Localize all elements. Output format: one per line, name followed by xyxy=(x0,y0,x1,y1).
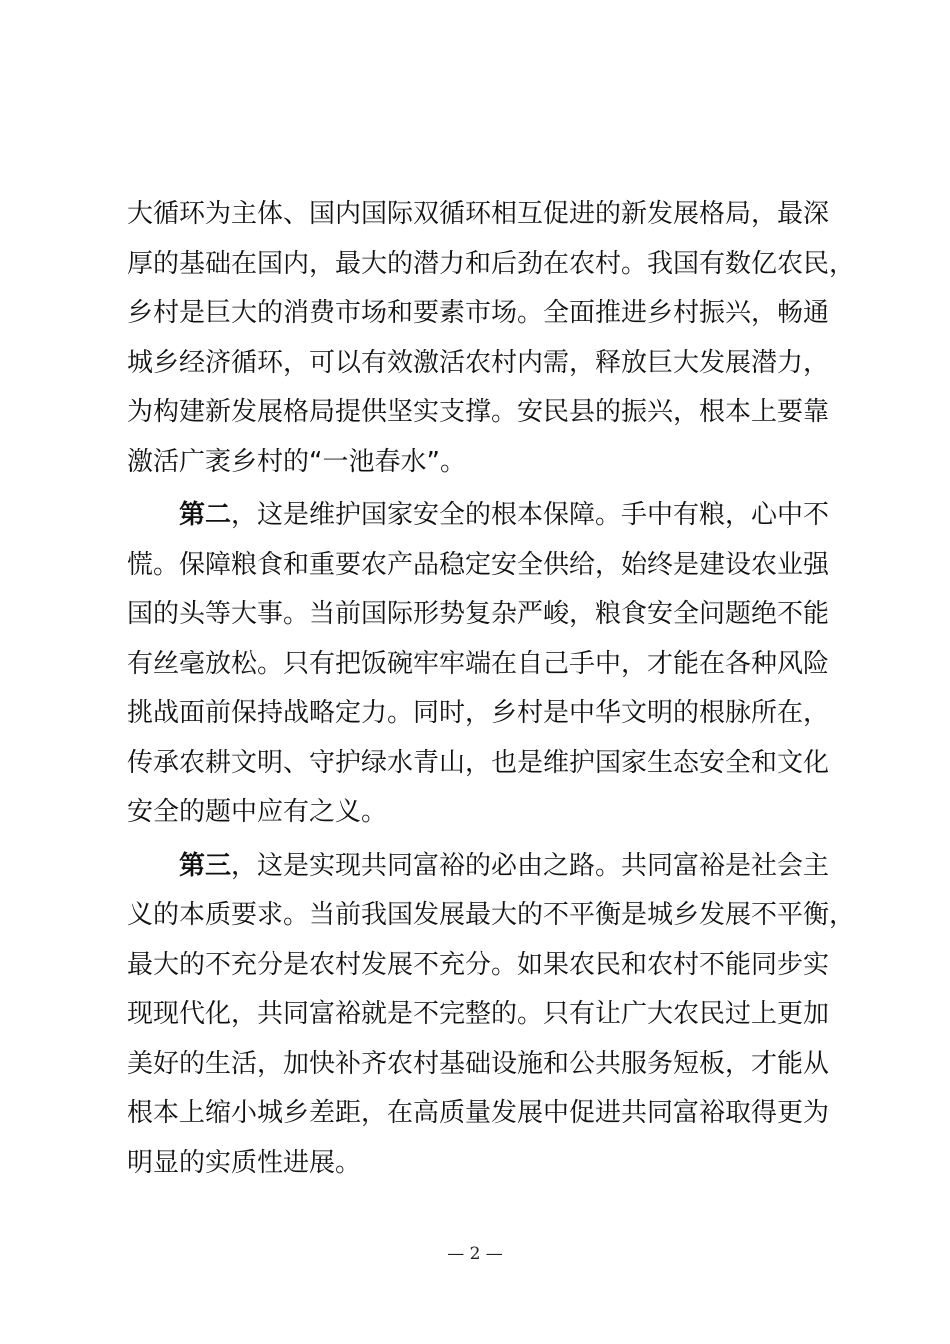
text-line: 明显的实质性进展。 xyxy=(127,1147,362,1178)
text-line: 大循环为主体、国内国际双循环相互促进的新发展格局，最深 xyxy=(127,199,830,229)
text-line: 有丝毫放松。只有把饭碗牢牢端在自己手中，才能在各种风险 xyxy=(127,648,830,679)
paragraph-3 xyxy=(127,842,856,1189)
text-run: ，这是维护国家安全的根本保障。手中有粮，心中不 xyxy=(231,500,830,530)
text-line: 根本上缩小城乡差距，在高质量发展中促进共同富裕取得更为 xyxy=(127,1098,830,1128)
text-line: 现现代化，共同富裕就是不完整的。只有让广大农民过上更加 xyxy=(127,999,830,1029)
document-body xyxy=(127,190,856,1192)
text-line: 乡村是巨大的消费市场和要素市场。全面推进乡村振兴，畅通 xyxy=(127,298,830,328)
text-line: 为构建新发展格局提供坚实支撑。安民县的振兴，根本上要靠 xyxy=(127,397,830,427)
text-line: 义的本质要求。当前我国发展最大的不平衡是城乡发展不平衡， xyxy=(127,900,856,930)
text-run: ，这是实现共同富裕的必由之路。共同富裕是社会主 xyxy=(231,850,830,881)
text-line: 传承农耕文明、守护绿水青山，也是维护国家生态安全和文化 xyxy=(127,747,830,778)
text-line: 安全的题中应有之义。 xyxy=(127,797,388,827)
page-number: — 2 — xyxy=(447,1244,503,1264)
text-line xyxy=(127,842,830,892)
text-line: 城乡经济循环，可以有效激活农村内需，释放巨大发展潜力， xyxy=(127,347,830,378)
text-line: 挑战面前保持战略定力。同时，乡村是中华文明的根脉所在， xyxy=(127,698,830,728)
text-line: 国的头等大事。当前国际形势复杂严峻，粮食安全问题绝不能 xyxy=(127,599,830,629)
text-line: 慌。保障粮食和重要农产品稳定安全供给，始终是建设农业强 xyxy=(127,549,830,580)
paragraph-lead: 第三 xyxy=(179,850,232,881)
paragraph-1 xyxy=(127,190,856,487)
text-line xyxy=(127,491,830,541)
text-line: 美好的生活，加快补齐农村基础设施和公共服务短板，才能从 xyxy=(127,1048,830,1079)
text-line: 激活广袤乡村的“一池春水”。 xyxy=(127,446,466,477)
text-line: 厚的基础在国内，最大的潜力和后劲在农村。我国有数亿农民， xyxy=(127,248,856,279)
text-line: 最大的不充分是农村发展不充分。如果农民和农村不能同步实 xyxy=(127,949,830,980)
paragraph-2 xyxy=(127,491,830,838)
paragraph-lead: 第二 xyxy=(179,500,232,530)
